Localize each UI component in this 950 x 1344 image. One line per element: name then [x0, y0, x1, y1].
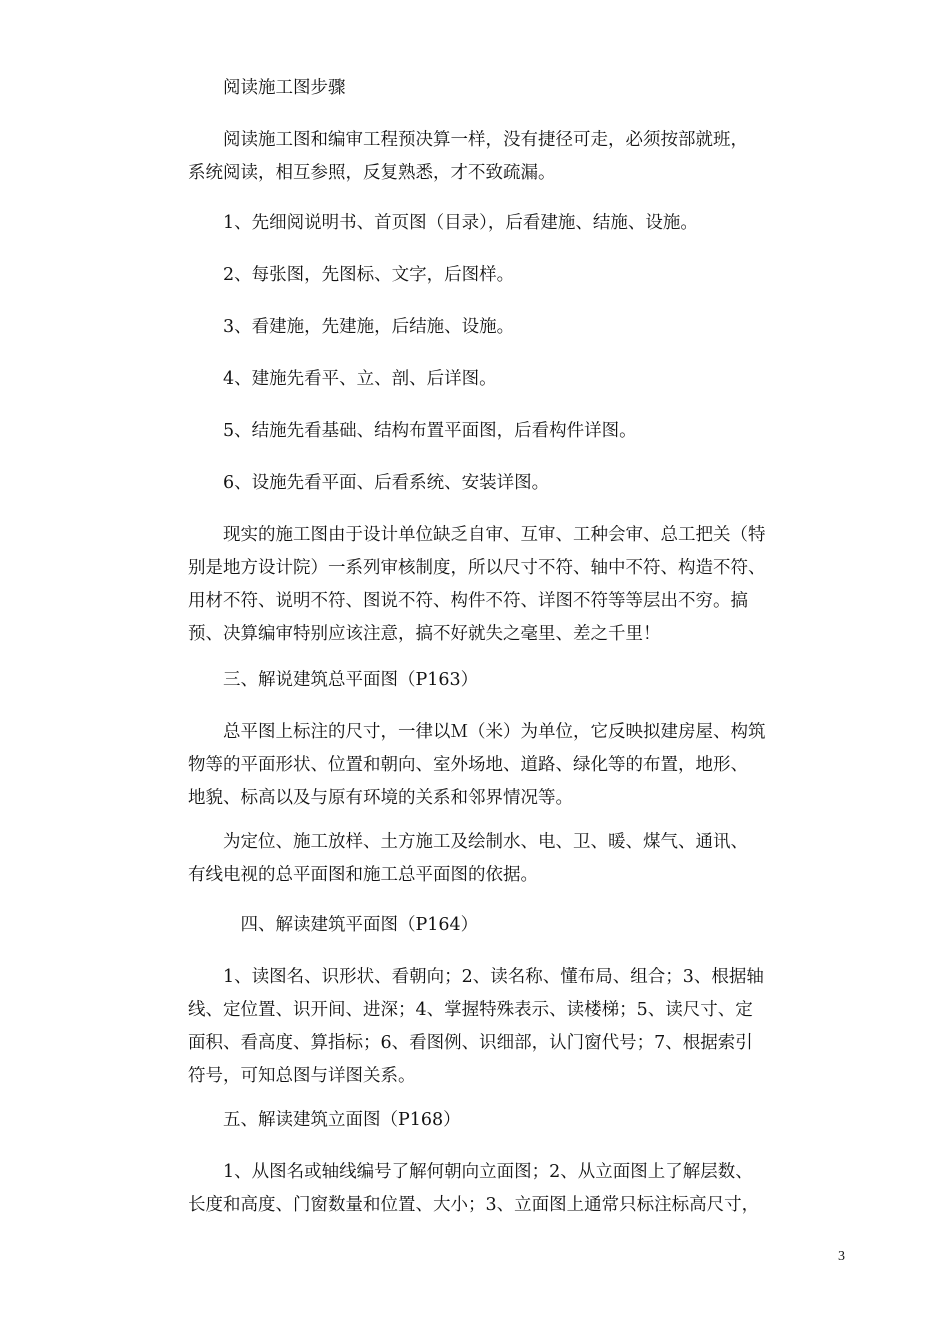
text-line: 有线电视的总平面图和施工总平面图的依据。 [188, 865, 538, 885]
text-line: 三、解说建筑总平面图（P163） [188, 670, 479, 690]
text-line: 5、结施先看基础、结构布置平面图，后看构件详图。 [188, 421, 637, 441]
text-line: 四、解读建筑平面图（P164） [188, 915, 479, 935]
page-number: 3 [838, 1249, 845, 1264]
paragraph-floor-plan [188, 961, 813, 1093]
text-line: 1、先细阅说明书、首页图（目录），后看建施、结施、设施。 [188, 213, 698, 233]
paragraph-intro [188, 124, 813, 190]
text-line: 3、看建施，先建施，后结施、设施。 [188, 317, 515, 337]
paragraph-site-plan-purpose [188, 826, 813, 892]
text-line: 总平图上标注的尺寸，一律以Ｍ（米）为单位，它反映拟建房屋、构筑 [188, 722, 766, 742]
paragraph-step-2 [188, 259, 813, 292]
text-line: 物等的平面形状、位置和朝向、室外场地、道路、绿化等的布置，地形、 [188, 755, 748, 775]
text-line: 1、读图名、识形状、看朝向；2、读名称、懂布局、组合；3、根据轴 [188, 967, 764, 987]
paragraph-heading-steps [188, 72, 813, 105]
section-heading-site-plan [188, 664, 813, 697]
paragraph-reality [188, 519, 813, 651]
paragraph-step-1 [188, 207, 813, 240]
text-line: 面积、看高度、算指标；6、看图例、识细部，认门窗代号；7、根据索引 [188, 1033, 753, 1053]
section-heading-floor-plan [188, 909, 813, 942]
paragraph-step-6 [188, 467, 813, 500]
text-line: 阅读施工图步骤 [188, 78, 346, 98]
text-line: 1、从图名或轴线编号了解何朝向立面图；2、从立面图上了解层数、 [188, 1162, 753, 1182]
paragraph-elevation [188, 1156, 813, 1222]
text-line: 4、建施先看平、立、剖、后详图。 [188, 369, 497, 389]
text-line: 地貌、标高以及与原有环境的关系和邻界情况等。 [188, 788, 573, 808]
text-line: 长度和高度、门窗数量和位置、大小；3、立面图上通常只标注标高尺寸， [188, 1195, 760, 1215]
paragraph-step-5 [188, 415, 813, 448]
text-line: 系统阅读，相互参照，反复熟悉，才不致疏漏。 [188, 163, 556, 183]
paragraph-site-plan [188, 716, 813, 815]
text-line: 6、设施先看平面、后看系统、安装详图。 [188, 473, 550, 493]
text-line: 预、决算编审特别应该注意，搞不好就失之毫里、差之千里！ [188, 624, 661, 644]
text-line: 线、定位置、识开间、进深；4、掌握特殊表示、读楼梯；5、读尺寸、定 [188, 1000, 753, 1020]
text-line: 别是地方设计院）一系列审核制度，所以尺寸不符、轴中不符、构造不符、 [188, 558, 766, 578]
text-line: 阅读施工图和编审工程预决算一样，没有捷径可走，必须按部就班， [188, 130, 748, 150]
text-line: 符号，可知总图与详图关系。 [188, 1066, 416, 1086]
section-heading-elevation [188, 1104, 813, 1137]
paragraph-step-4 [188, 363, 813, 396]
paragraph-step-3 [188, 311, 813, 344]
text-line: 为定位、施工放样、土方施工及绘制水、电、卫、暖、煤气、通讯、 [188, 832, 748, 852]
text-line: 2、每张图，先图标、文字，后图样。 [188, 265, 515, 285]
text-line: 五、解读建筑立面图（P168） [188, 1110, 461, 1130]
text-line: 用材不符、说明不符、图说不符、构件不符、详图不符等等层出不穷。搞 [188, 591, 748, 611]
text-line: 现实的施工图由于设计单位缺乏自审、互审、工种会审、总工把关（特 [188, 525, 766, 545]
